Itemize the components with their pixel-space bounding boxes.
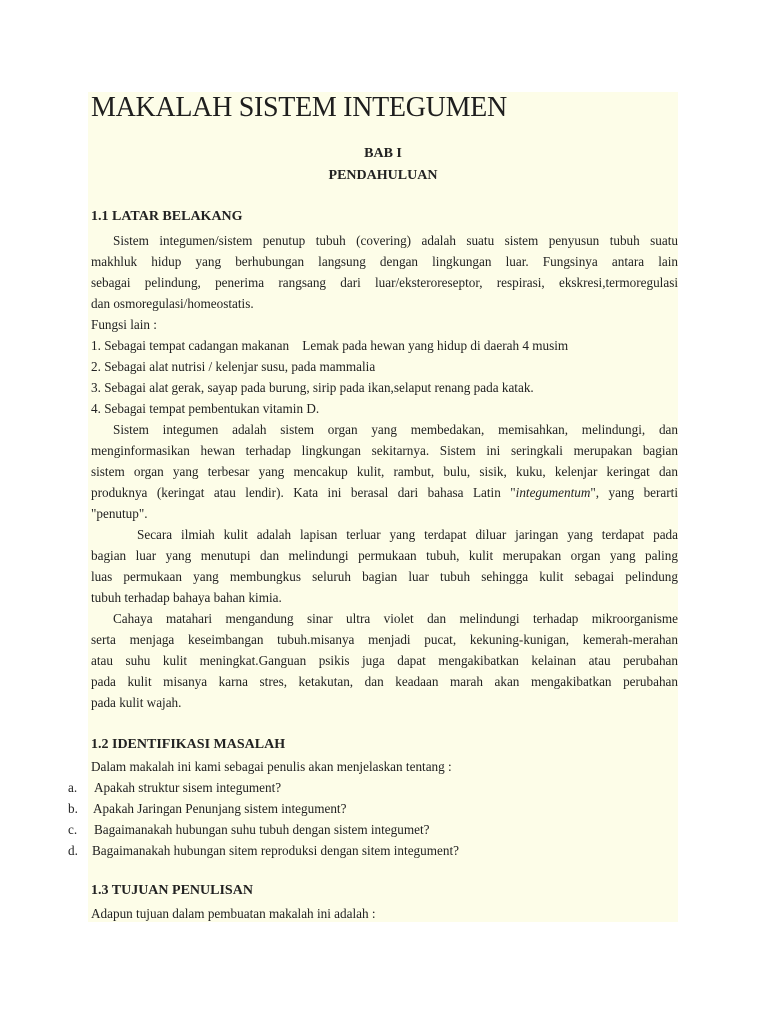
paragraph-line: sistem organ yang terbesar yang mencakup kulit, rambut, bulu, sisik, kuku, kelenjar keringat dan [91, 464, 678, 479]
list-marker: b. [68, 801, 78, 816]
chapter-number: BAB I [364, 146, 402, 161]
paragraph-line: Secara ilmiah kulit adalah lapisan terluar yang terdapat diluar jaringan yang terdapat pada [137, 527, 678, 542]
section-heading-tujuan: 1.3 TUJUAN PENULISAN [91, 883, 253, 898]
fungsi-label: Fungsi lain : [91, 317, 157, 332]
paragraph-line: dan osmoregulasi/homeostatis. [91, 296, 254, 311]
section-intro: Dalam makalah ini kami sebagai penulis akan menjelaskan tentang : [91, 759, 452, 774]
fungsi-item: 3. Sebagai alat gerak, sayap pada burung, sirip pada ikan,selaput renang pada katak. [91, 380, 534, 395]
section-heading-identifikasi: 1.2 IDENTIFIKASI MASALAH [91, 737, 286, 752]
fungsi-item: 4. Sebagai tempat pembentukan vitamin D. [91, 401, 320, 416]
paragraph-line: sebagai pelindung, penerima rangsang dari luar/eksteroreseptor, respirasi, ekskresi,termoregulasi [91, 275, 678, 290]
paragraph-line: tubuh terhadap bahaya bahan kimia. [91, 590, 282, 605]
paragraph-line: serta menjaga keseimbangan tubuh.misanya menjadi pucat, kekuning-kunigan, kemerah-merahan [91, 632, 678, 647]
document-title: MAKALAH SISTEM INTEGUMEN [91, 92, 507, 123]
paragraph-line: Sistem integumen adalah sistem organ yang membedakan, memisahkan, melindungi, dan [113, 422, 678, 437]
paragraph-line: menginformasikan hewan terhadap lingkungan sekitarnya. Sistem ini seringkali merupakan bagian [91, 443, 678, 458]
list-marker: c. [68, 822, 78, 837]
latin-term: integumentum [515, 485, 591, 500]
list-item: Apakah struktur sisem integument? [94, 780, 282, 795]
chapter-title: PENDAHULUAN [328, 168, 438, 183]
paragraph-line: luas permukaan yang membungkus seluruh bagian luar tubuh sehingga kulit sebagai pelindung [91, 569, 678, 584]
paragraph-line: pada kulit misanya karna stres, ketakutan, dan keadaan marah akan mengakibatkan perubahan [91, 674, 678, 689]
latin-meaning: ", yang berarti [590, 485, 678, 500]
paragraph-line: Cahaya matahari mengandung sinar ultra violet dan melindungi terhadap mikroorganisme [113, 611, 678, 626]
section-heading-latar-belakang: 1.1 LATAR BELAKANG [91, 209, 243, 224]
paragraph-line-latin [91, 482, 678, 503]
latin-intro: produknya (keringat atau lendir). Kata ini berasal dari bahasa Latin " [91, 485, 516, 500]
paragraph-line: makhluk hidup yang berhubungan langsung dengan lingkungan luar. Fungsinya antara lain [91, 254, 678, 269]
list-marker: d. [68, 843, 78, 858]
list-marker: a. [68, 780, 78, 795]
paragraph-line: atau suhu kulit meningkat.Ganguan psikis juga dapat mengakibatkan kelainan atau perubahan [91, 653, 678, 668]
list-item: Bagaimanakah hubungan sitem reproduksi dengan sitem integument? [92, 843, 459, 858]
paragraph-line: pada kulit wajah. [91, 695, 182, 710]
paragraph-line: bagian luar yang menutupi dan melindungi permukaan tubuh, kulit merupakan organ yang paling [91, 548, 678, 563]
list-item: Bagaimanakah hubungan suhu tubuh dengan sistem integumet? [94, 822, 430, 837]
paragraph-line: "penutup". [91, 506, 148, 521]
fungsi-item: 1. Sebagai tempat cadangan makanan Lemak pada hewan yang hidup di daerah 4 musim [91, 338, 569, 353]
paragraph-line: Sistem integumen/sistem penutup tubuh (covering) adalah suatu sistem penyusun tubuh suatu [113, 233, 678, 248]
fungsi-item: 2. Sebagai alat nutrisi / kelenjar susu, pada mammalia [91, 359, 376, 374]
list-item: Apakah Jaringan Penunjang sistem integument? [93, 801, 347, 816]
section-intro: Adapun tujuan dalam pembuatan makalah ini adalah : [91, 906, 376, 921]
